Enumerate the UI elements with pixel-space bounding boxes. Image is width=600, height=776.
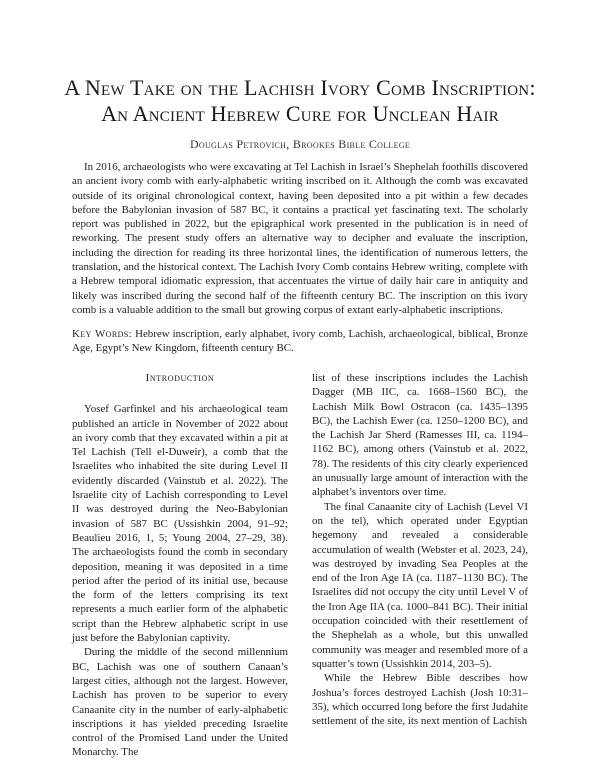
article-title (40, 75, 560, 127)
keywords-text: Hebrew inscription, early alphabet, ivory comb, Lachish, archaeological, biblical, Bronze Age, Egypt’s New Kingdom, fifteenth century BC. (72, 328, 528, 355)
paragraph: list of these inscriptions includes the Lachish Dagger (MB IIC, ca. 1668–1560 BC), the Lachish Milk Bowl Ostracon (ca. 1435–1395 BC), the Lachish Ewer (ca. 1250–1200 BC), and the Lachish Jar Sherd (Ramesses III, ca. 1194–1162 BC), among others (Vainstub et al. 2022, 78). The residents of this city clearly experienced an unusually large amount of interaction with the alphabet’s inventors over time. (312, 372, 528, 499)
title-line-1: A New Take on the Lachish Ivory Comb Inscription: (64, 75, 536, 100)
keywords (72, 327, 528, 356)
author-byline: Douglas Petrovich, Brookes Bible College (189, 137, 411, 151)
left-column (72, 371, 288, 760)
right-column (312, 371, 528, 728)
paragraph: During the middle of the second millennium BC, Lachish was one of southern Canaan’s largest cities, although not the largest. However, Lachish has proven to be superior to every Canaanite city in the number of early-alphabetic inscriptions it has yielded preceding Israelite control of the Promised Land under the United Monarchy. The (72, 646, 288, 759)
paragraph: Yosef Garfinkel and his archaeological team published an article in November of 2022 about an ivory comb that they excavated within a pit at Tel Lachish (Tell el-Duweir), a comb that the Israelites who inhabited the site during Level II evidently discarded (Vainstub et al. 2022). The Israelite city of Lachish corresponding to Level II was destroyed during the Neo-Babylonian invasion of 587 BC (Ussishkin 2004, 91–92; Beaulieu 2016, 1, 5; Young 2004, 27–29, 38). The archaeologists found the comb in secondary deposition, meaning it was deposited in a time period after the period of its initial use, because the form of the letters comprising its text represents a much earlier form of the alphabetic script than the Hebrew alphabetic script in use just before the Babylonian captivity. (72, 403, 288, 645)
paragraph: While the Hebrew Bible describes how Joshua’s forces destroyed Lachish (Josh 10:31–35), which occurred long before the first Judahite settlement of the site, its next mention of Lachish (312, 672, 528, 728)
paragraph: The final Canaanite city of Lachish (Level VI on the tel), which operated under Egyptian hegemony and revealed a considerable accumulation of wealth (Webster et al. 2023, 24), was destroyed by invading Sea Peoples at the end of the Iron Age IA (ca. 1187–1130 BC). The Israelites did not occupy the city until Level V of the Iron Age IIA (ca. 1000–841 BC). Their initial occupation coincided with their resettlement of the Shephelah as a whole, but this unwalled community was meager and resembled more of a squatter’s town (Ussishkin 2014, 203–5). (312, 500, 528, 670)
section-heading: Introduction (145, 372, 215, 384)
keywords-label: Key Words: (72, 328, 133, 340)
title-line-2: An Ancient Hebrew Cure for Unclean Hair (101, 101, 499, 126)
abstract: In 2016, archaeologists who were excavating at Tel Lachish in Israel’s Shephelah foothills discovered an ancient ivory comb with early-alphabetic writing inscribed on it. Although the comb was excavated outside of its original chronological context, having been deposited into a pit within a few decades before the Babylonian invasion of 587 BC, it contains a practical yet fascinating text. The scholarly report was published in 2022, but the epigraphical work presented in the publication is in need of reworking. The present study offers an alternative way to decipher and evaluate the inscription, including the direction for reading its three horizontal lines, the identification of numerous letters, the translation, and the historical context. The Lachish Ivory Comb contains Hebrew writing, complete with a Hebrew temporal idiomatic expression, that accentuates the virtue of daily hair care in antiquity and likely was inscribed during the second half of the fifteenth century BC. The inscription on this ivory comb is a valuable addition to the small but growing corpus of extant early-alphabetic inscriptions. (72, 161, 528, 316)
